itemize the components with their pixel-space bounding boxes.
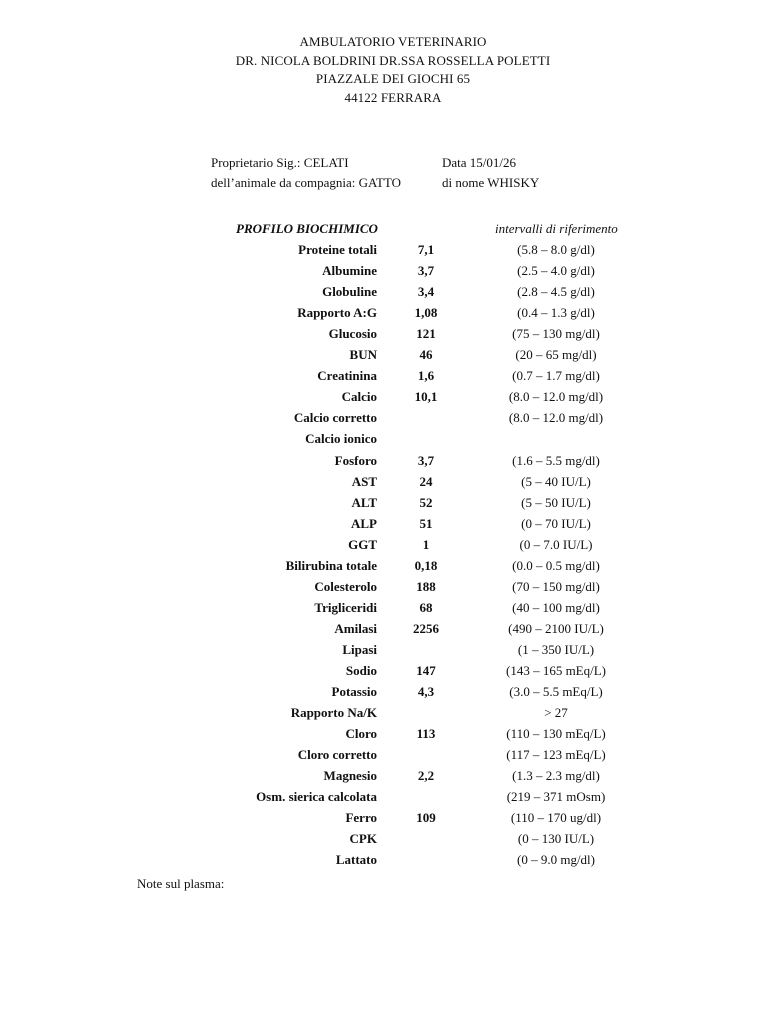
analyte-value: 51: [419, 515, 433, 531]
reference-range: (75 – 130 mg/dl): [512, 326, 600, 342]
analyte-name: Creatinina: [317, 368, 377, 384]
analyte-value: 3,7: [417, 452, 435, 468]
table-row: [0, 597, 768, 618]
analyte-value: 147: [416, 662, 436, 678]
analyte-value: 1,08: [414, 305, 438, 321]
analyte-name: Colesterolo: [314, 578, 377, 594]
analyte-value: 24: [419, 473, 433, 489]
table-row: [0, 302, 768, 323]
table-row: [0, 239, 768, 260]
analyte-name: Cloro: [345, 726, 377, 742]
table-row: [0, 344, 768, 365]
analyte-name: ALP: [351, 515, 377, 531]
reference-range: (1.6 – 5.5 mg/dl): [512, 452, 600, 468]
analyte-name: Osm. sierica calcolata: [256, 789, 377, 805]
analyte-name: Ferro: [345, 810, 377, 826]
analyte-value: 7,1: [417, 242, 435, 258]
reference-range: (0 – 130 IU/L): [517, 831, 595, 847]
reference-range: (0 – 9.0 mg/dl): [517, 852, 595, 868]
analyte-name: AST: [351, 473, 377, 489]
reference-range: (0.4 – 1.3 g/dl): [517, 305, 595, 321]
date-field: Data 15/01/26: [442, 155, 517, 170]
analyte-name: Fosforo: [334, 452, 377, 468]
reference-range: (70 – 150 mg/dl): [512, 578, 600, 594]
table-row: [0, 281, 768, 302]
analyte-name: Cloro corretto: [297, 747, 377, 763]
table-row: [0, 807, 768, 828]
analyte-name: Amilasi: [334, 620, 377, 636]
table-row: [0, 513, 768, 534]
reference-range: > 27: [544, 705, 568, 721]
reference-range: (117 – 123 mEq/L): [506, 747, 606, 763]
table-row: [0, 260, 768, 281]
reference-range: (219 – 371 mOsm): [506, 789, 606, 805]
reference-range: (3.0 – 5.5 mEq/L): [509, 684, 603, 700]
plasma-notes-label: Note sul plasma:: [137, 876, 225, 891]
table-row: [0, 828, 768, 849]
table-row: [0, 744, 768, 765]
analyte-name: Lipasi: [342, 641, 377, 657]
analyte-name: Calcio corretto: [293, 410, 377, 426]
reference-range: (2.8 – 4.5 g/dl): [517, 284, 595, 300]
table-row: [0, 639, 768, 660]
analyte-name: Sodio: [345, 662, 377, 678]
analyte-value: 2256: [413, 620, 439, 636]
analyte-name: Lattato: [335, 852, 377, 868]
analyte-name: GGT: [348, 536, 377, 552]
clinic-address: PIAZZALE DEI GIOCHI 65: [315, 71, 471, 86]
pet-name-field: di nome WHISKY: [442, 175, 540, 190]
reference-range: (5.8 – 8.0 g/dl): [517, 242, 595, 258]
analyte-value: 3,4: [417, 284, 435, 300]
analyte-value: 3,7: [417, 263, 435, 279]
analyte-value: 46: [419, 347, 433, 363]
reference-range: (0.7 – 1.7 mg/dl): [512, 368, 600, 384]
analyte-value: 52: [419, 494, 433, 510]
reference-range: (0 – 7.0 IU/L): [519, 536, 593, 552]
analyte-value: 113: [416, 726, 436, 742]
reference-range: (143 – 165 mEq/L): [505, 662, 606, 678]
analyte-name: Potassio: [331, 684, 377, 700]
analyte-name: Rapporto Na/K: [290, 705, 377, 721]
table-row: [0, 450, 768, 471]
analyte-name: Albumine: [322, 263, 377, 279]
analyte-value: 10,1: [414, 389, 438, 405]
reference-range: (1 – 350 IU/L): [517, 641, 595, 657]
reference-range: (0 – 70 IU/L): [521, 515, 591, 531]
doctors-names: DR. NICOLA BOLDRINI DR.SSA ROSSELLA POLETTI: [235, 52, 551, 68]
analyte-name: ALT: [351, 494, 377, 510]
analyte-name: Rapporto A:G: [297, 305, 377, 321]
reference-intervals-header: intervalli di riferimento: [495, 221, 618, 236]
analyte-value: 1,6: [417, 368, 435, 384]
table-row: [0, 534, 768, 555]
analyte-name: Calcio: [341, 389, 377, 405]
table-row: [0, 407, 768, 428]
reference-range: (20 – 65 mg/dl): [515, 347, 597, 363]
biochem-profile-table: [0, 218, 768, 870]
analyte-value: 1: [422, 536, 430, 552]
table-row: [0, 492, 768, 513]
table-row: [0, 660, 768, 681]
reference-range: (8.0 – 12.0 mg/dl): [508, 389, 604, 405]
analyte-name: Glucosio: [328, 326, 377, 342]
table-row: [0, 723, 768, 744]
reference-range: (490 – 2100 IU/L): [508, 620, 604, 636]
clinic-name: AMBULATORIO VETERINARIO: [299, 34, 487, 49]
profile-title: PROFILO BIOCHIMICO: [236, 221, 378, 236]
clinic-city: 44122 FERRARA: [344, 89, 442, 105]
analyte-value: 109: [416, 810, 436, 826]
analyte-name: Bilirubina totale: [285, 557, 377, 573]
table-row: [0, 849, 768, 870]
table-row: [0, 576, 768, 597]
reference-range: (2.5 – 4.0 g/dl): [517, 263, 595, 279]
reference-range: (110 – 170 ug/dl): [510, 810, 602, 826]
owner-field: Proprietario Sig.: CELATI: [211, 155, 349, 170]
analyte-value: 0,18: [414, 557, 438, 573]
reference-range: (5 – 40 IU/L): [521, 473, 591, 489]
analyte-value: 4,3: [417, 684, 435, 700]
analyte-name: BUN: [349, 347, 377, 363]
analyte-name: Trigliceridi: [314, 599, 377, 615]
table-row: [0, 555, 768, 576]
table-row: [0, 428, 768, 449]
reference-range: (110 – 130 mEq/L): [506, 726, 606, 742]
table-row: [0, 786, 768, 807]
table-row: [0, 365, 768, 386]
analyte-value: 68: [419, 599, 433, 615]
table-row: [0, 323, 768, 344]
table-row: [0, 681, 768, 702]
analyte-value: 121: [416, 326, 436, 342]
analyte-value: 188: [416, 578, 436, 594]
clinic-header: [0, 33, 768, 107]
analyte-value: 2,2: [417, 768, 435, 784]
analyte-name: Magnesio: [323, 768, 377, 784]
analyte-name: Calcio ionico: [305, 431, 377, 447]
reference-range: (5 – 50 IU/L): [521, 494, 591, 510]
reference-range: (8.0 – 12.0 mg/dl): [508, 410, 604, 426]
reference-range: (0.0 – 0.5 mg/dl): [512, 557, 600, 573]
profile-header-row: [0, 218, 768, 239]
table-row: [0, 386, 768, 407]
reference-range: (40 – 100 mg/dl): [512, 599, 600, 615]
table-row: [0, 765, 768, 786]
table-row: [0, 702, 768, 723]
analyte-name: Proteine totali: [298, 242, 377, 258]
table-row: [0, 471, 768, 492]
analyte-name: CPK: [349, 831, 377, 847]
animal-type-field: dell’animale da compagnia: GATTO: [211, 175, 402, 190]
table-row: [0, 618, 768, 639]
analyte-name: Globuline: [322, 284, 377, 300]
reference-range: (1.3 – 2.3 mg/dl): [512, 768, 600, 784]
